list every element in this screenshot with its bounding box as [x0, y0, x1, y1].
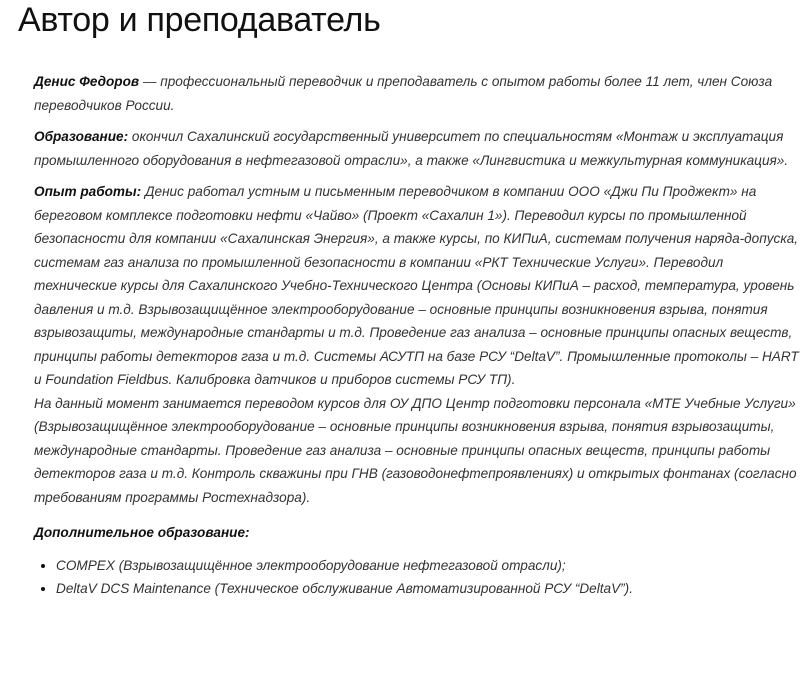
author-name: Денис Федоров	[34, 74, 140, 89]
list-item: • DeltaV DCS Maintenance (Техническое обслуживание Автоматизированной РСУ “DeltaV”).	[56, 577, 806, 601]
education-label: Образование:	[34, 129, 129, 144]
list-item: • COMPEX (Взрывозащищённое электрооборудование нефтегазовой отрасли);	[56, 554, 806, 578]
intro-paragraph	[34, 70, 806, 117]
experience-paragraph	[34, 180, 806, 392]
additional-education-heading: Дополнительное образование:	[34, 525, 250, 540]
education-text: окончил Сахалинский государственный университет по специальностям «Монтаж и эксплуатация промышленного оборудования в нефтегазовой отрасли», а также «Лингвистика и межкультурная коммуникация».	[34, 129, 789, 168]
experience-text: Денис работал устным и письменным переводчиком в компании ООО «Джи Пи Проджект» на береговом комплексе подготовки нефти «Чайво» (Проект «Сахалин 1»). Переводил курсы по промышленной безопасности для компании «Сахалинская Энергия», а также курсы, по КИПиА, системам получения наряда-допуска, системам газ анализа по промышленной безопасности в компании «РКТ Технические Услуги». Переводил технические курсы для Сахалинского Учебно-Технического Центра (Основы КИПиА – расход, температура, уровень давления и т.д. Взрывозащищённое электрооборудование – основные принципы возникновения взрыва, понятия взрывозащиты, международные стандарты и т.д. Проведение газ анализа – основные принципы опасных веществ, принципы работы детекторов газа и т.д. Системы АСУТП на базе РСУ “DeltaV”. Промышленные протоколы – HART и Foundation Fieldbus. Калибровка датчиков и приборов системы РСУ ТП).	[34, 184, 799, 387]
intro-text: — профессиональный переводчик и преподаватель с опытом работы более 11 лет, член Союза переводчиков России.	[34, 74, 773, 113]
education-paragraph	[34, 125, 806, 172]
current-work-paragraph: На данный момент занимается переводом курсов для ОУ ДПО Центр подготовки персонала «МТЕ Учебные Услуги» (Взрывозащищённое электрооборудование – основные принципы возникновения взрыва, понятия взрывозащиты, международные стандарты. Проведение газ анализа – основные принципы опасных веществ, принципы работы детекторов газа и т.д. Контроль скважины при ГНВ (газоводонефтепроявлениях) и открытых фонтанах (согласно требованиям программы Ростехнадзора).	[34, 395, 797, 505]
page-title: Автор и преподаватель	[18, 1, 381, 39]
experience-label: Опыт работы:	[34, 184, 142, 199]
additional-education-list	[34, 554, 806, 601]
author-bio	[34, 70, 806, 601]
